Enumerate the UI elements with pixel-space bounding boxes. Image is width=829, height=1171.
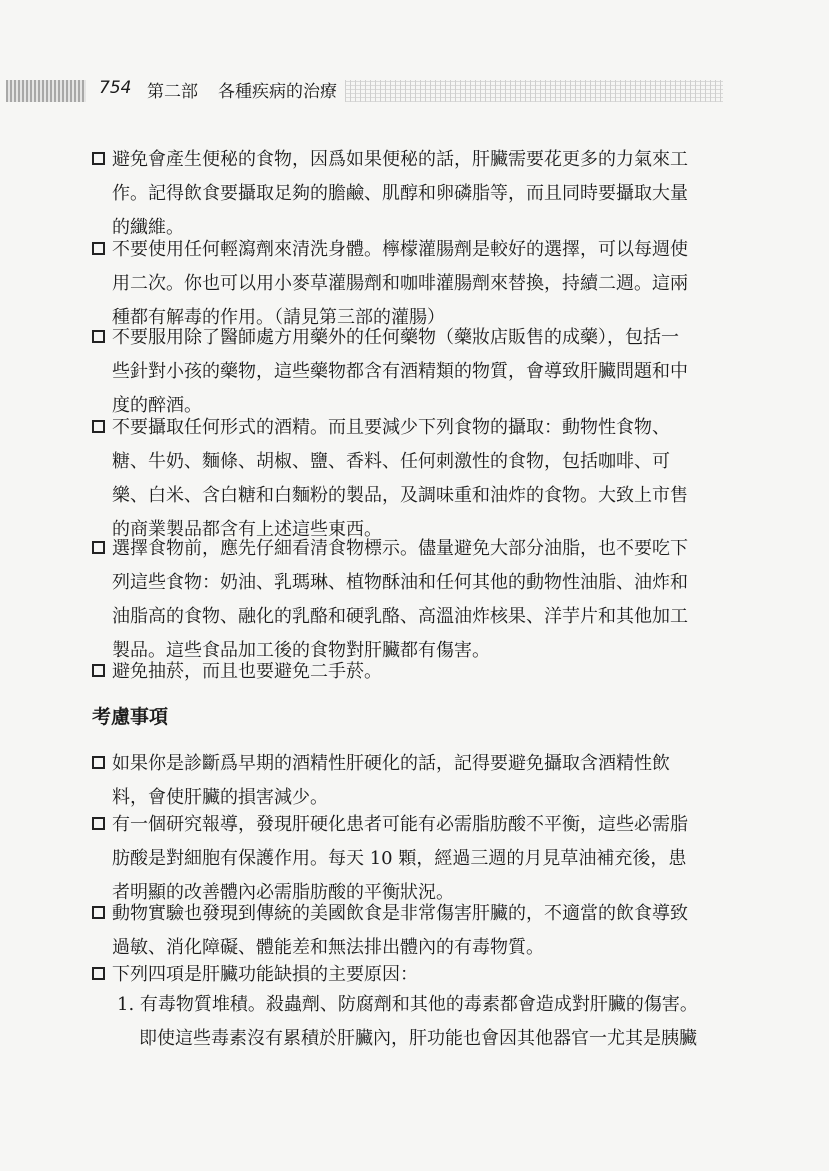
item-line: 度的醉酒。 <box>112 395 202 416</box>
checkbox-icon <box>92 541 105 554</box>
item-line: 些針對小孩的藥物，這些藥物都含有酒精類的物質，會導致肝臟問題和中 <box>112 361 688 382</box>
list-item <box>92 233 752 335</box>
list-item <box>92 143 752 245</box>
checkbox-icon <box>92 664 105 677</box>
header-title: 各種疾病的治療 <box>218 82 337 102</box>
checkbox-icon <box>92 330 105 343</box>
item-line: 避免會產生便秘的食物，因爲如果便秘的話，肝臟需要花更多的力氣來工 <box>112 149 688 170</box>
item-line: 油脂高的食物、融化的乳酪和硬乳酪、高溫油炸核果、洋芋片和其他加工 <box>112 606 688 627</box>
item-line: 過敏、消化障礙、體能差和無法排出體內的有毒物質。 <box>112 937 544 958</box>
checkbox-icon <box>92 906 105 919</box>
item-line: 不要服用除了醫師處方用藥外的任何藥物（藥妝店販售的成藥），包括一 <box>112 327 679 348</box>
checkbox-icon <box>92 756 105 769</box>
list-item <box>92 532 752 668</box>
item-line: 者明顯的改善體內必需脂肪酸的平衡狀況。 <box>112 882 454 903</box>
item-line: 如果你是診斷爲早期的酒精性肝硬化的話，記得要避免攝取含酒精性飲 <box>112 753 670 774</box>
numbered-sub-item <box>117 988 757 1056</box>
item-line: 樂、白米、含白糖和白麵粉的製品，及調味重和油炸的食物。大致上市售 <box>112 485 688 506</box>
item-line: 選擇食物前，應先仔細看清食物標示。儘量避免大部分油脂，也不要吃下 <box>112 538 688 559</box>
item-line: 的商業製品都含有上述這些東西。 <box>112 519 382 540</box>
header-part: 第二部 <box>147 82 198 102</box>
item-line: 不要攝取任何形式的酒精。而且要減少下列食物的攝取：動物性食物、 <box>112 417 670 438</box>
checkbox-icon <box>92 967 105 980</box>
item-line: 製品。這些食品加工後的食物對肝臟都有傷害。 <box>112 640 490 661</box>
checkbox-icon <box>92 242 105 255</box>
item-line: 的纖維。 <box>112 217 184 238</box>
item-line: 有一個研究報導，發現肝硬化患者可能有必需脂肪酸不平衡，這些必需脂 <box>112 814 688 835</box>
item-line: 種都有解毒的作用。（請見第三部的灌腸） <box>112 307 445 328</box>
item-line: 用二次。你也可以用小麥草灌腸劑和咖啡灌腸劑來替換，持續二週。這兩 <box>112 273 688 294</box>
list-item <box>92 958 752 992</box>
header-ornament <box>6 80 86 102</box>
item-line: 肪酸是對細胞有保護作用。每天 10 顆，經過三週的月見草油補充後，患 <box>112 848 687 869</box>
section-heading: 考慮事項 <box>92 706 169 728</box>
item-line: 料，會使肝臟的損害減少。 <box>112 787 328 808</box>
item-line: 下列四項是肝臟功能缺損的主要原因： <box>112 964 418 985</box>
item-line: 作。記得飲食要攝取足夠的膽鹼、肌醇和卵磷脂等，而且同時要攝取大量 <box>112 183 688 204</box>
list-item <box>92 747 752 815</box>
list-item <box>92 411 752 547</box>
item-line: 不要使用任何輕瀉劑來清洗身體。檸檬灌腸劑是較好的選擇，可以每週使 <box>112 239 688 260</box>
item-line: 避免抽菸，而且也要避免二手菸。 <box>112 661 382 682</box>
running-header <box>0 76 829 106</box>
item-line: 糖、牛奶、麵條、胡椒、鹽、香料、任何刺激性的食物，包括咖啡、可 <box>112 451 670 472</box>
list-item <box>92 897 752 965</box>
list-item <box>92 655 752 689</box>
page-number: 754 <box>99 78 132 98</box>
checkbox-icon <box>92 420 105 433</box>
checkbox-icon <box>92 817 105 830</box>
item-line: 1. 有毒物質堆積。殺蟲劑、防腐劑和其他的毒素都會造成對肝臟的傷害。 <box>117 994 698 1015</box>
checkbox-icon <box>92 152 105 165</box>
item-line: 列這些食物：奶油、乳瑪琳、植物酥油和任何其他的動物性油脂、油炸和 <box>112 572 688 593</box>
header-ornament <box>345 80 723 102</box>
list-item <box>92 808 752 910</box>
list-item <box>92 321 752 423</box>
item-line: 動物實驗也發現到傳統的美國飲食是非常傷害肝臟的，不適當的飲食導致 <box>112 903 688 924</box>
item-line: 即使這些毒素沒有累積於肝臟內，肝功能也會因其他器官一尤其是胰臟 <box>139 1028 697 1049</box>
